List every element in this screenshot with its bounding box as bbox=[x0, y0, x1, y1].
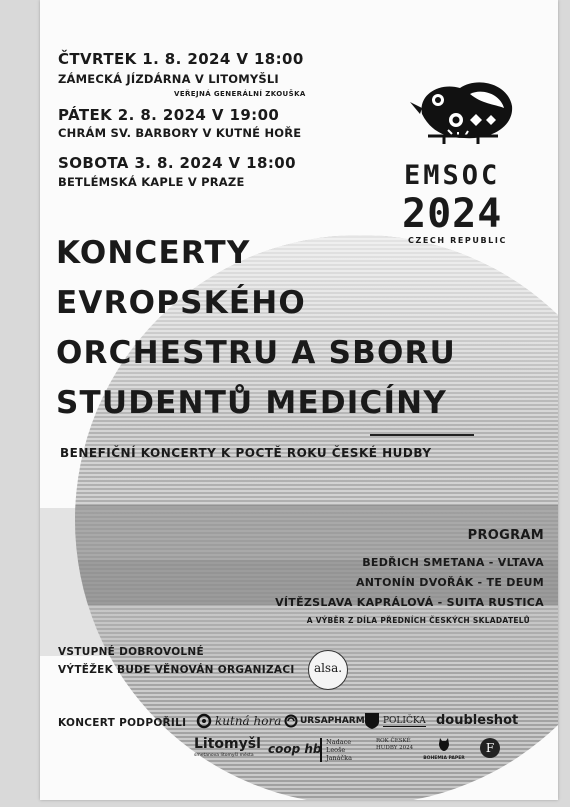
sponsor-litomysl: Litomyšl smetanova litomyšl města bbox=[194, 736, 261, 758]
admission-line-1: VSTUPNÉ DOBROVOLNÉ bbox=[58, 646, 204, 658]
sponsor-bohemia-paper: BOHEMIA PAPER bbox=[422, 736, 466, 761]
brand-country: CZECH REPUBLIC bbox=[408, 236, 507, 245]
event-3-venue: BETLÉMSKÁ KAPLE V PRAZE bbox=[58, 175, 245, 189]
program-footnote: A VÝBĚR Z DÍLA PŘEDNÍCH ČESKÝCH SKLADATELŮ bbox=[306, 616, 530, 625]
sponsor-nadace-janacka: Nadace Leoše Janáčka bbox=[320, 738, 370, 762]
event-3-date: SOBOTA 3. 8. 2024 V 18:00 bbox=[58, 154, 296, 172]
alsa-logo: alsa. bbox=[308, 650, 348, 690]
program-item-2: ANTONÍN DVOŘÁK - TE DEUM bbox=[355, 576, 544, 589]
brand-name: EMSOC bbox=[404, 160, 501, 191]
headline-divider bbox=[370, 434, 474, 436]
admission-line-2: VÝTĚŽEK BUDE VĚNOVÁN ORGANIZACI bbox=[58, 664, 295, 676]
program-item-1: BEDŘICH SMETANA - VLTAVA bbox=[362, 556, 544, 569]
program-title: PROGRAM bbox=[467, 528, 544, 543]
brand-year: 2024 bbox=[402, 191, 503, 237]
sponsor-rok-ceske-hudby: ROK ČESKÉ HUDBY 2024 bbox=[376, 738, 414, 751]
event-1-venue: ZÁMECKÁ JÍZDÁRNA V LITOMYŠLI bbox=[58, 72, 279, 86]
bear-icon bbox=[437, 736, 451, 752]
sponsor-coop-hb: coop hb bbox=[268, 742, 322, 756]
sponsor-doubleshot: doubleshot bbox=[436, 713, 519, 728]
headline-line-2: EVROPSKÉHO bbox=[56, 285, 306, 321]
crest-icon bbox=[364, 712, 380, 730]
flower-icon bbox=[196, 713, 212, 729]
headline-line-1: KONCERTY bbox=[56, 235, 251, 271]
event-1-note: VEŘEJNÁ GENERÁLNÍ ZKOUŠKA bbox=[174, 90, 306, 98]
sponsor-ursapharm: URSAPHARM bbox=[284, 714, 365, 728]
event-1-date: ČTVRTEK 1. 8. 2024 V 18:00 bbox=[58, 50, 304, 68]
subtitle: BENEFIČNÍ KONCERTY K POCTĚ ROKU ČESKÉ HUDBY bbox=[60, 446, 432, 460]
poster bbox=[40, 0, 558, 800]
circle-letter-icon: F bbox=[480, 738, 500, 758]
sponsor-kutna-hora: kutná hora bbox=[196, 713, 281, 729]
swirl-icon bbox=[284, 714, 298, 728]
folk-bird-icon bbox=[408, 74, 518, 146]
headline-line-3: ORCHESTRU A SBORU bbox=[56, 335, 456, 371]
event-2-venue: CHRÁM SV. BARBORY V KUTNÉ HOŘE bbox=[58, 126, 302, 140]
sponsor-policka: POLIČKA bbox=[364, 712, 426, 730]
event-2-date: PÁTEK 2. 8. 2024 V 19:00 bbox=[58, 106, 280, 124]
sponsors-label: KONCERT PODPOŘILI bbox=[58, 717, 187, 729]
headline-line-4: STUDENTŮ MEDICÍNY bbox=[56, 385, 447, 421]
program-item-3: VÍTĚZSLAVA KAPRÁLOVÁ - SUITA RUSTICA bbox=[275, 596, 544, 609]
